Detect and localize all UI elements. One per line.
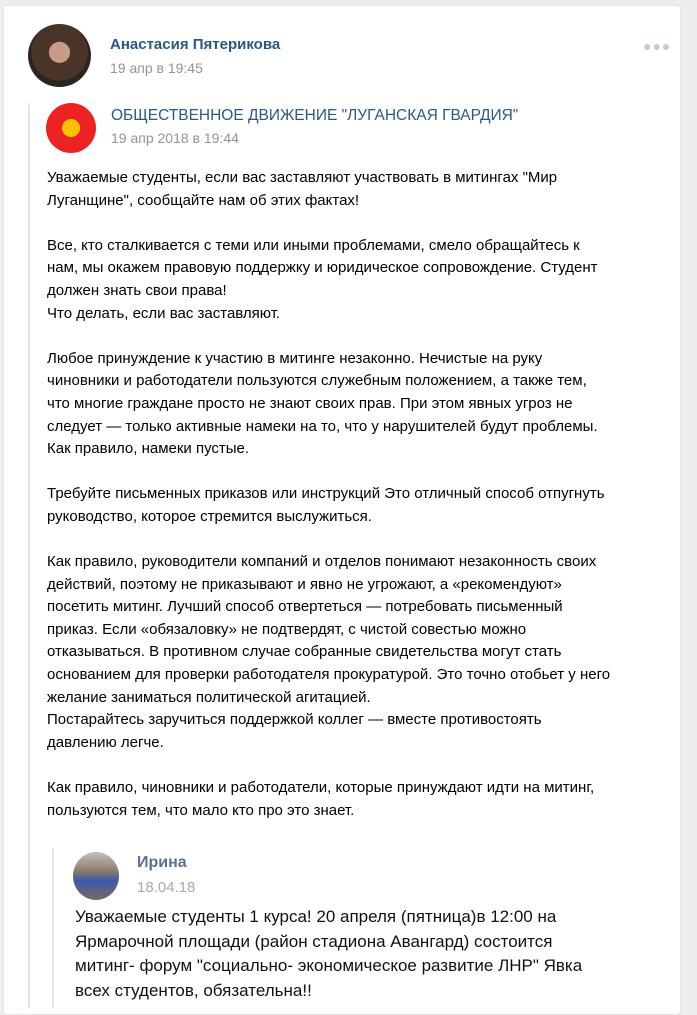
quote-bar: [52, 848, 54, 1008]
quoted-name: Ирина: [137, 854, 187, 871]
text-line: Постарайтесь заручиться поддержкой коллег — вместе противостоять: [47, 711, 542, 729]
text-line: нам, мы окажем правовую поддержку и юридическое сопровождение. Студент: [47, 259, 598, 277]
text-line: Как правило, руководители компаний и отделов понимают незаконность своих: [47, 553, 597, 571]
post-date[interactable]: 19 апр в 19:45: [110, 60, 203, 76]
quoted-line: митинг- форум "социально- экономическое развитие ЛНР" Явка: [75, 956, 583, 975]
text-line: Любое принуждение к участию в митинге незаконно. Нечистые на руку: [47, 349, 543, 367]
text-line: Требуйте письменных приказов или инструкций Это отличный способ отпугнуть: [47, 485, 605, 503]
text-line: отказываться. В противном случае собранные свидетельства могут стать: [47, 643, 562, 661]
quoted-date: 18.04.18: [137, 879, 196, 896]
text-line: Уважаемые студенты, если вас заставляют участвовать в митингах "Мир: [47, 169, 558, 186]
paragraph-gap: [47, 461, 677, 484]
quoted-line: Ярмарочной площади (район стадиона Авангард) состоится: [75, 931, 553, 951]
text-line: что многие граждане просто не знают своих прав. При этом явных угроз не: [47, 394, 573, 412]
text-line: приказ. Если «обязаловку» не подтвердят, с чистой совестью можно: [47, 620, 527, 638]
quoted-line: Уважаемые студенты 1 курса! 20 апреля (пятница)в 12:00 на: [75, 907, 557, 926]
group-name[interactable]: ОБЩЕСТВЕННОЕ ДВИЖЕНИЕ "ЛУГАНСКАЯ ГВАРДИЯ": [111, 107, 519, 124]
text-line: должен знать свои права!: [47, 281, 227, 299]
text-line: Что делать, если вас заставляют.: [47, 304, 281, 322]
text-line: чиновники и работодатели пользуются служебным положением, а также тем,: [47, 372, 587, 390]
text-line: Как правило, чиновники и работодатели, которые принуждают идти на митинг,: [47, 779, 595, 797]
text-line: Все, кто сталкивается с теми или иными проблемами, смело обращайтесь к: [47, 236, 580, 254]
text-line: пользуются тем, что мало кто про это знает.: [47, 801, 355, 819]
repost-bar: [28, 103, 30, 1008]
post-text: [47, 167, 677, 822]
paragraph-gap: [47, 754, 677, 777]
text-line: следует — только активные намеки на то, что у нарушителей будут проблемы.: [47, 417, 598, 435]
text-line: Луганщине", сообщайте нам об этих фактах!: [47, 191, 360, 209]
author-avatar[interactable]: [28, 24, 91, 87]
author-name[interactable]: Анастасия Пятерикова: [110, 36, 281, 53]
quoted-line: всех студентов, обязательна!!: [75, 980, 312, 1000]
paragraph-gap: [47, 325, 677, 348]
text-line: давлению легче.: [47, 733, 164, 751]
quoted-text: [75, 905, 582, 1003]
text-line: действий, поэтому не приказывают и явно не угрожают, а «рекомендуют»: [47, 575, 562, 593]
text-line: руководство, которое стремится выслужиться.: [47, 507, 372, 525]
paragraph-gap: [47, 212, 677, 235]
text-line: желание заниматься политической агитацией.: [47, 688, 371, 706]
group-avatar[interactable]: [46, 103, 96, 153]
quoted-avatar: [73, 852, 119, 900]
text-line: Как правило, намеки пустые.: [47, 440, 250, 458]
text-line: основанием для проверки работодателя прокуратурой. Это точно отобьет у него: [47, 666, 611, 684]
text-line: посетить митинг. Лучший способ отвертеться — потребовать письменный: [47, 598, 563, 616]
more-options-icon[interactable]: ●●●: [643, 38, 672, 54]
paragraph-gap: [47, 529, 677, 552]
repost-date[interactable]: 19 апр 2018 в 19:44: [111, 130, 239, 146]
